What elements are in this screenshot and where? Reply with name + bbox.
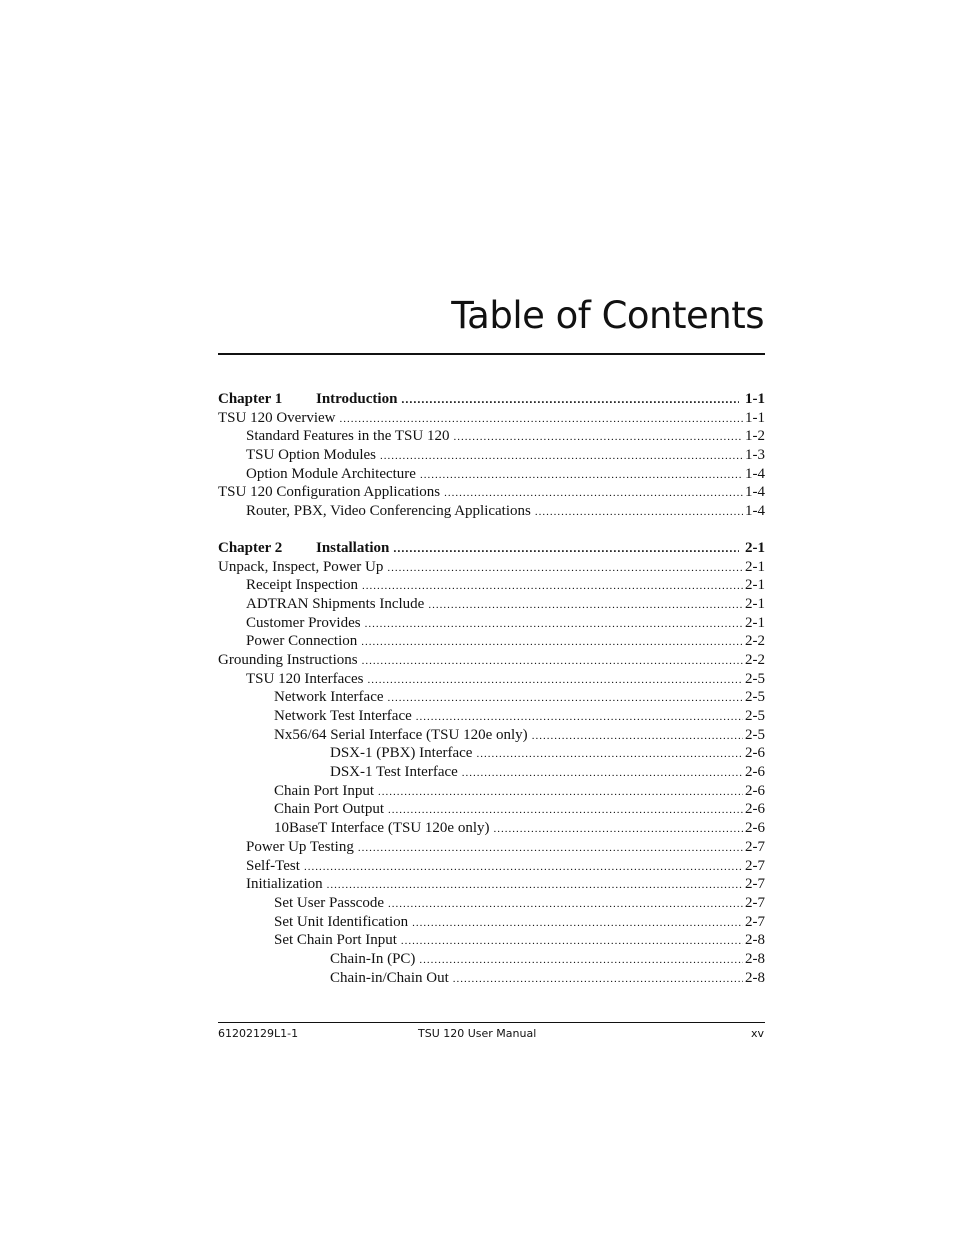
- chapter-title: Introduction: [316, 391, 398, 407]
- toc-entry-label: Option Module Architecture: [246, 465, 416, 482]
- dot-leader: [361, 636, 743, 648]
- toc-entry-page: 2-7: [745, 838, 765, 855]
- toc-entry-page: 2-2: [745, 633, 765, 650]
- toc-entry[interactable]: [218, 876, 765, 895]
- toc-entry-page: 2-7: [745, 876, 765, 893]
- toc-entry-page: 2-8: [745, 950, 765, 967]
- dot-leader: [401, 392, 739, 407]
- toc-entry[interactable]: [218, 951, 765, 970]
- toc-entry-page: 2-7: [745, 913, 765, 930]
- dot-leader: [388, 692, 743, 704]
- dot-leader: [388, 898, 743, 910]
- toc-entry-label: Power Up Testing: [246, 838, 354, 855]
- toc-entry[interactable]: [218, 858, 765, 877]
- toc-entry-label: DSX-1 (PBX) Interface: [330, 745, 473, 762]
- toc-entry-page: 1-1: [745, 409, 765, 426]
- toc-entry[interactable]: [218, 466, 765, 485]
- dot-leader: [462, 767, 743, 779]
- toc-entry[interactable]: [218, 932, 765, 951]
- footer-manual-title: TSU 120 User Manual: [418, 1027, 537, 1040]
- toc-entry[interactable]: [218, 671, 765, 690]
- toc-entry-page: 2-8: [745, 969, 765, 986]
- toc-entry-label: Receipt Inspection: [246, 577, 359, 594]
- toc-entry[interactable]: [218, 484, 765, 503]
- dot-leader: [358, 842, 743, 854]
- dot-leader: [393, 541, 739, 556]
- toc-entry-label: Set Chain Port Input: [274, 932, 397, 949]
- toc-entry-label: Standard Features in the TSU 120: [246, 428, 450, 445]
- title-divider: [218, 353, 765, 355]
- dot-leader: [419, 954, 743, 966]
- toc-entry[interactable]: [218, 615, 765, 634]
- dot-leader: [327, 879, 743, 891]
- toc-entry[interactable]: [218, 839, 765, 858]
- toc-entry-label: Grounding Instructions: [218, 651, 358, 668]
- toc-entry-page: 1-4: [745, 503, 765, 520]
- toc-entry-page: 2-2: [745, 651, 765, 668]
- toc-entry-label: ADTRAN Shipments Include: [246, 595, 425, 612]
- toc-entry[interactable]: [218, 783, 765, 802]
- footer-divider: [218, 1022, 765, 1023]
- toc-entry-label: TSU 120 Overview: [218, 409, 336, 426]
- toc-entry-label: Network Test Interface: [274, 708, 412, 724]
- dot-leader: [367, 674, 743, 686]
- toc-chapter: [218, 540, 765, 989]
- dot-leader: [476, 748, 743, 760]
- toc-entry-page: 1-3: [745, 447, 765, 464]
- dot-leader: [532, 730, 743, 742]
- toc-entry-label: Network Interface: [274, 689, 384, 706]
- toc-entry-label: Unpack, Inspect, Power Up: [218, 558, 384, 575]
- dot-leader: [362, 655, 743, 667]
- toc-entry[interactable]: [218, 447, 765, 466]
- chapter-page: 1-1: [745, 391, 765, 407]
- dot-leader: [387, 562, 743, 574]
- dot-leader: [380, 450, 743, 462]
- toc-entry-label: Nx56/64 Serial Interface (TSU 120e only): [274, 726, 528, 743]
- toc-entry-page: 2-1: [745, 558, 765, 575]
- toc-entry[interactable]: [218, 970, 765, 989]
- toc-entry-label: Power Connection: [246, 633, 358, 650]
- toc-entry[interactable]: [218, 577, 765, 596]
- toc-entry-label: Chain Port Input: [274, 782, 374, 799]
- chapter-title: Installation: [316, 539, 390, 556]
- dot-leader: [535, 506, 743, 518]
- toc-entry[interactable]: [218, 764, 765, 783]
- toc-entry-page: 2-6: [745, 745, 765, 762]
- toc-entry-label: Set User Passcode: [274, 894, 384, 911]
- toc-entry[interactable]: [218, 652, 765, 671]
- dot-leader: [444, 487, 743, 499]
- dot-leader: [453, 431, 743, 443]
- dot-leader: [365, 618, 743, 630]
- toc-entry-label: TSU 120 Configuration Applications: [218, 484, 441, 501]
- toc-entry-page: 2-8: [745, 932, 765, 949]
- toc-entry-label: Set Unit Identification: [274, 913, 409, 930]
- toc-entry-page: 2-6: [745, 764, 765, 781]
- toc-entry-label: Chain-In (PC): [330, 950, 416, 967]
- toc-entry-label: 10BaseT Interface (TSU 120e only): [274, 820, 490, 837]
- toc-entry-label: TSU 120 Interfaces: [246, 670, 364, 687]
- toc-entry-page: 2-5: [745, 726, 765, 743]
- toc-entry[interactable]: [218, 596, 765, 615]
- toc-entry[interactable]: [218, 428, 765, 447]
- chapter-number: Chapter 2: [218, 539, 283, 556]
- toc-entry-page: 2-1: [745, 614, 765, 631]
- toc-entry-page: 2-1: [745, 595, 765, 612]
- toc-entry-label: Self-Test: [246, 857, 300, 874]
- toc-entry-page: 2-6: [745, 782, 765, 799]
- dot-leader: [304, 861, 743, 873]
- chapter-heading[interactable]: [218, 391, 765, 410]
- toc-entry-page: 2-5: [745, 689, 765, 706]
- toc-entry[interactable]: [218, 727, 765, 746]
- toc-entry-label: Customer Provides: [246, 614, 361, 631]
- toc-entry-label: DSX-1 Test Interface: [330, 764, 458, 781]
- toc-chapter: [218, 391, 765, 522]
- toc-entry[interactable]: [218, 914, 765, 933]
- toc-entry[interactable]: [218, 503, 765, 522]
- dot-leader: [420, 469, 743, 481]
- toc-entry-page: 2-6: [745, 801, 765, 818]
- footer-page-number: xv: [750, 1027, 764, 1040]
- toc-entry-page: 1-4: [745, 484, 765, 501]
- chapter-heading[interactable]: [218, 540, 765, 559]
- dot-leader: [453, 973, 743, 985]
- dot-leader: [362, 580, 743, 592]
- dot-leader: [388, 804, 743, 816]
- toc-entry-label: Router, PBX, Video Conferencing Applications: [246, 503, 531, 520]
- dot-leader: [339, 413, 743, 425]
- toc-entry[interactable]: [218, 895, 765, 914]
- dot-leader: [378, 786, 743, 798]
- toc-entry-page: 1-2: [745, 428, 765, 445]
- toc-entry[interactable]: [218, 689, 765, 708]
- chapter-page: 2-1: [745, 539, 765, 556]
- toc-entry[interactable]: [218, 559, 765, 578]
- toc-entry-label: Chain Port Output: [274, 801, 385, 818]
- footer-doc-number: 61202129L1-1: [218, 1027, 299, 1040]
- dot-leader: [428, 599, 743, 611]
- toc-entry-label: Chain-in/Chain Out: [330, 969, 449, 986]
- toc-entry[interactable]: [218, 745, 765, 764]
- toc-entry-page: 2-5: [745, 708, 765, 724]
- toc-entry-page: 2-1: [745, 577, 765, 594]
- toc-entry-page: 2-6: [745, 820, 765, 837]
- chapter-number: Chapter 1: [218, 391, 283, 407]
- dot-leader: [416, 711, 743, 723]
- toc-entry-page: 2-5: [745, 670, 765, 687]
- page-title: Table of Contents: [451, 294, 764, 337]
- toc-entry[interactable]: [218, 801, 765, 820]
- toc-entry-label: TSU Option Modules: [246, 447, 377, 464]
- dot-leader: [494, 823, 744, 835]
- toc-entry-page: 2-7: [745, 894, 765, 911]
- dot-leader: [401, 935, 743, 947]
- toc-entry[interactable]: [218, 708, 765, 727]
- table-of-contents: [218, 391, 765, 988]
- dot-leader: [412, 917, 743, 929]
- toc-entry[interactable]: [218, 633, 765, 652]
- toc-entry[interactable]: [218, 820, 765, 839]
- toc-entry-page: 2-7: [745, 857, 765, 874]
- toc-entry-label: Initialization: [246, 876, 323, 893]
- toc-entry-page: 1-4: [745, 465, 765, 482]
- toc-entry[interactable]: [218, 410, 765, 429]
